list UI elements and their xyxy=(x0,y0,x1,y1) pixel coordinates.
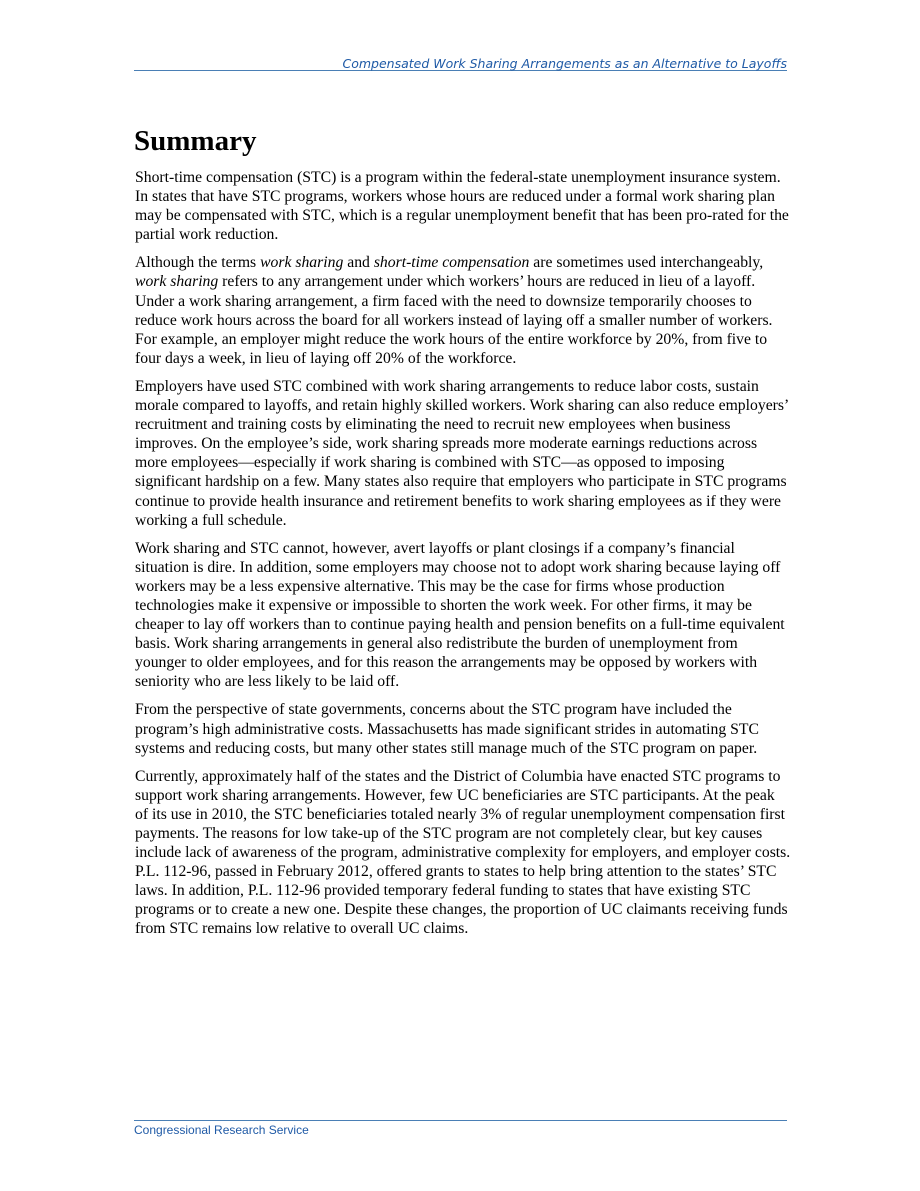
summary-body xyxy=(135,168,791,948)
page-header xyxy=(134,55,787,71)
term-work-sharing: work sharing xyxy=(260,254,344,272)
running-title: Compensated Work Sharing Arrangements as an Alternative to Layoffs xyxy=(342,56,787,71)
paragraph-3: Employers have used STC combined with work sharing arrangements to reduce labor costs, sustain morale compared to layoffs, and retain highly skilled workers. Work sharing can also reduce employers’ recruitment and training costs by eliminating the need to recruit new employees when business improves. On the employee’s side, work sharing spreads more moderate earnings reductions across more employees—especially if work sharing is combined with STC—as opposed to imposing significant hardship on a few. Many states also require that employers who participate in STC programs continue to provide health insurance and retirement benefits to work sharing employees as if they were working a full schedule. xyxy=(135,377,789,529)
paragraph-2 xyxy=(135,253,791,368)
paragraph-2-text-d: refers to any arrangement under which workers’ hours are reduced in lieu of a layoff. Under a work sharing arrangement, a firm faced with the need to downsize temporarily chooses to reduce work hours across the board for all workers instead of laying off a smaller number of workers. For example, an employer might reduce the work hours of the entire workforce by 20%, from five to four days a week, in lieu of laying off 20% of the workforce. xyxy=(135,273,773,367)
page-footer xyxy=(134,1120,787,1137)
paragraph-2-text-a: Although the terms xyxy=(135,254,261,272)
term-short-time-compensation: short-time compensation xyxy=(373,254,530,272)
paragraph-1: Short-time compensation (STC) is a program within the federal-state unemployment insurance system. In states that have STC programs, workers whose hours are reduced under a formal work sharing plan may be compensated with STC, which is a regular unemployment benefit that has been pro-rated for the partial work reduction. xyxy=(135,169,789,244)
paragraph-6: Currently, approximately half of the states and the District of Columbia have enacted STC programs to support work sharing arrangements. However, few UC beneficiaries are STC participants. At the peak of its use in 2010, the STC beneficiaries totaled nearly 3% of regular unemployment compensation first payments. The reasons for low take-up of the STC program are not completely clear, but key causes include lack of awareness of the program, administrative complexity for employers, and employer costs. P.L. 112-96, passed in February 2012, offered grants to states to help bring attention to the states’ STC laws. In addition, P.L. 112-96 provided temporary federal funding to states that have existing STC programs or to create a new one. Despite these changes, the proportion of UC claimants receiving funds from STC remains low relative to overall UC claims. xyxy=(135,767,791,938)
paragraph-4: Work sharing and STC cannot, however, avert layoffs or plant closings if a company’s financial situation is dire. In addition, some employers may choose not to adopt work sharing because laying off workers may be a less expensive alternative. This may be the case for firms whose production technologies make it expensive or impossible to shorten the work week. For other firms, it may be cheaper to lay off workers than to continue paying health and pension benefits on a full-time equivalent basis. Work sharing arrangements in general also redistribute the burden of unemployment from younger to older employees, and for this reason the arrangements may be opposed by workers with seniority who are less likely to be laid off. xyxy=(135,539,785,691)
paragraph-5: From the perspective of state governments, concerns about the STC program have included the program’s high administrative costs. Massachusetts has made significant strides in automating STC systems and reducing costs, but many other states still manage much of the STC program on paper. xyxy=(135,701,759,757)
section-title: Summary xyxy=(134,125,257,157)
term-work-sharing-2: work sharing xyxy=(135,273,219,291)
paragraph-2-text-b: and xyxy=(343,254,374,272)
paragraph-2-text-c: are sometimes used interchangeably, xyxy=(529,254,764,272)
footer-source: Congressional Research Service xyxy=(134,1123,309,1137)
